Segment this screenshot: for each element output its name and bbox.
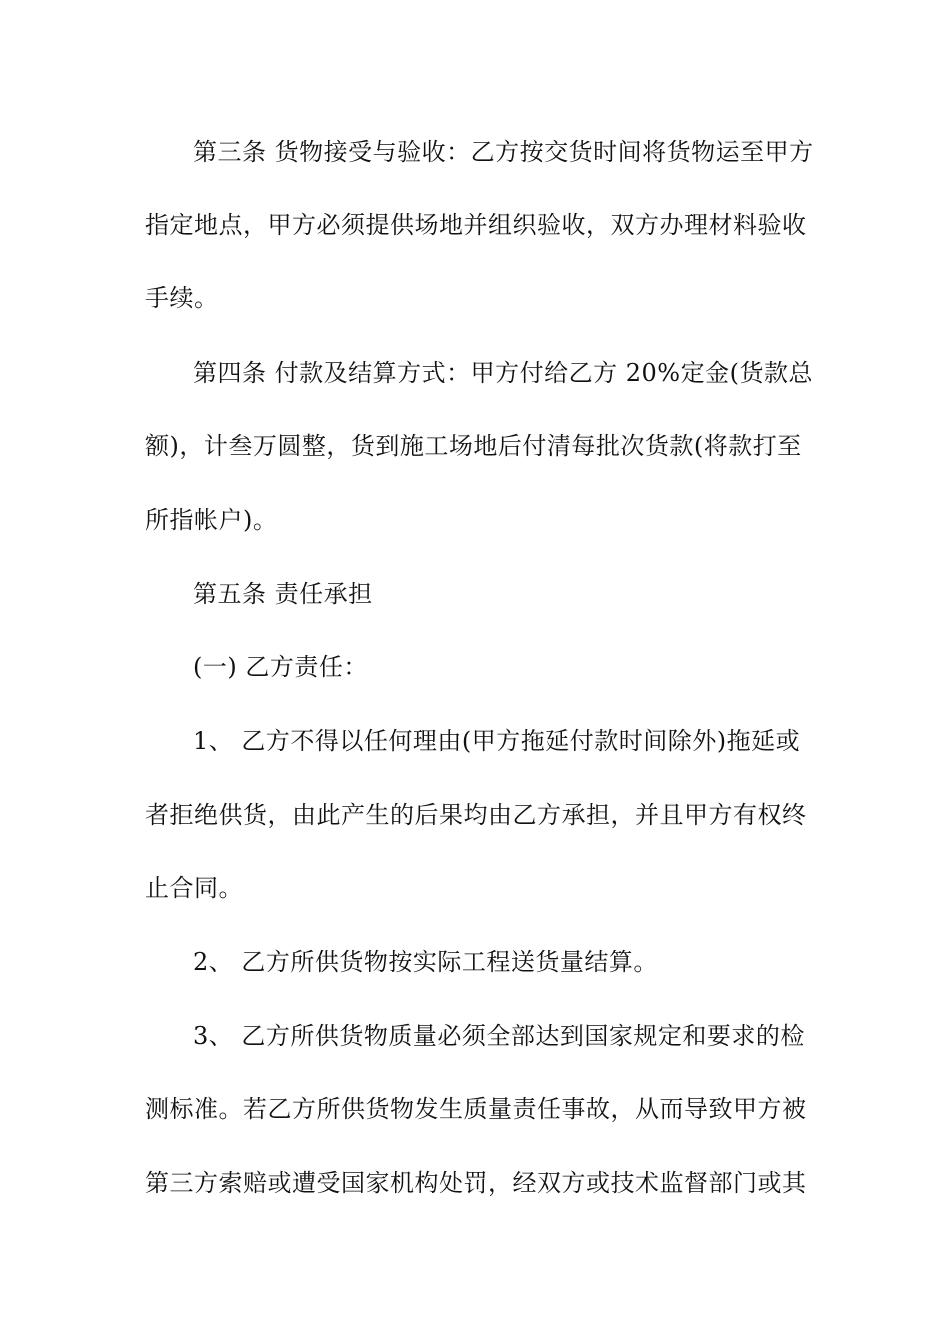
article-3-line-1: 第三条 货物接受与验收：乙方按交货时间将货物运至甲方	[193, 138, 814, 166]
item-3-line-3: 第三方索赔或遭受国家机构处罚，经双方或技术监督部门或其	[145, 1169, 807, 1197]
item-1-line-2: 者拒绝供货，由此产生的后果均由乙方承担，并且甲方有权终	[145, 801, 807, 829]
item-1-line-3: 止合同。	[145, 874, 243, 902]
item-3-line-2: 测标准。若乙方所供货物发生质量责任事故，从而导致甲方被	[145, 1095, 807, 1123]
article-5-heading: 第五条 责任承担	[193, 580, 373, 608]
article-3-line-3: 手续。	[145, 284, 219, 312]
article-4-line-3: 所指帐户)。	[145, 506, 278, 534]
item-1-line-1: 1、 乙方不得以任何理由(甲方拖延付款时间除外)拖延或	[193, 727, 801, 755]
article-3-line-2: 指定地点，甲方必须提供场地并组织验收，双方办理材料验收	[145, 211, 807, 239]
article-4-line-1: 第四条 付款及结算方式：甲方付给乙方 20%定金(货款总	[193, 359, 813, 387]
item-2-line-1: 2、 乙方所供货物按实际工程送货量结算。	[193, 948, 658, 976]
article-4-line-2: 额)，计叁万圆整，货到施工场地后付清每批次货款(将款打至	[145, 432, 802, 460]
section-1-heading: (一) 乙方责任：	[193, 653, 368, 681]
item-3-line-1: 3、 乙方所供货物质量必须全部达到国家规定和要求的检	[193, 1022, 805, 1050]
